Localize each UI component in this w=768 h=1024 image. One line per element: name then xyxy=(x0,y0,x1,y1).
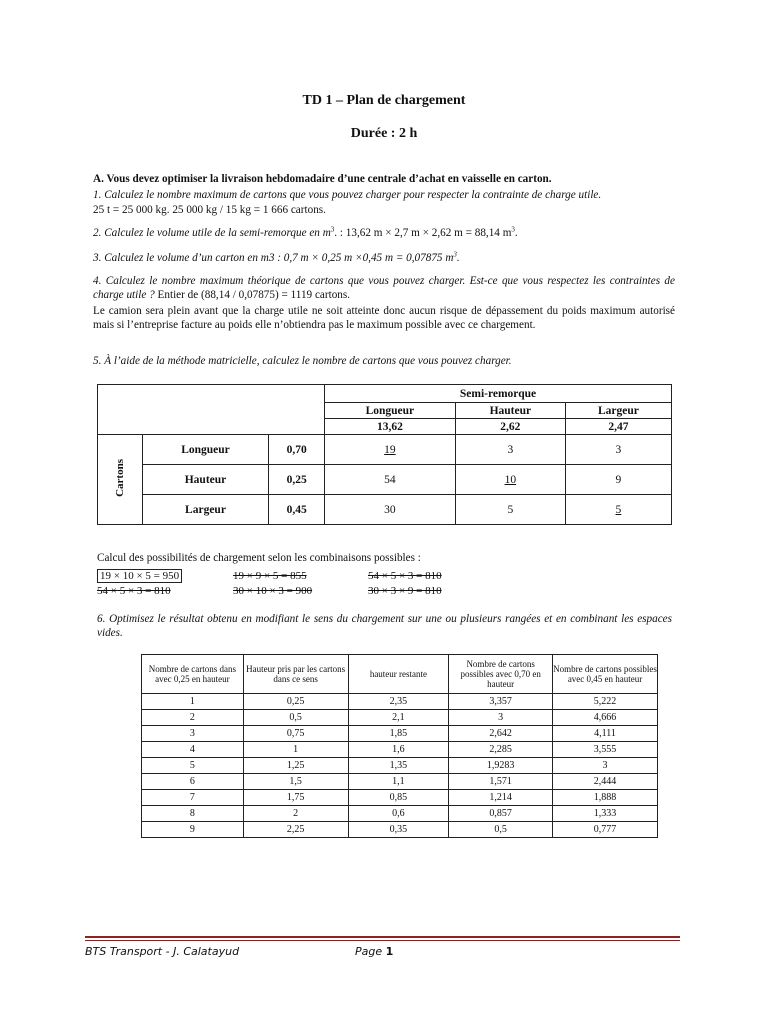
table-cell: 5 xyxy=(142,758,244,774)
trailer-dim-label: Longueur xyxy=(324,403,455,419)
answer-2: . : 13,62 m × 2,7 m × 2,62 m = 88,14 m xyxy=(334,227,512,239)
matrix-cell: 5 xyxy=(455,495,565,525)
carton-dim-label: Longueur xyxy=(142,435,269,465)
table-cell: 0,75 xyxy=(243,726,348,742)
table-row xyxy=(142,694,658,710)
table-cell: 0,85 xyxy=(348,790,449,806)
matrix-cell: 5 xyxy=(565,495,671,525)
combination-item: 19 × 9 × 5 = 855 xyxy=(233,570,307,582)
matrix-cell: 30 xyxy=(324,495,455,525)
optimisation-table-body xyxy=(142,694,658,838)
matrix-cell: 19 xyxy=(324,435,455,465)
table-cell: 1,1 xyxy=(348,774,449,790)
column-header: Nombre de cartons possibles avec 0,70 en hauteur xyxy=(449,655,553,694)
cartons-label: Cartons xyxy=(113,459,126,497)
matrix-cell: 54 xyxy=(324,465,455,495)
table-cell: 3 xyxy=(553,758,658,774)
table-cell: 0,5 xyxy=(243,710,348,726)
table-row xyxy=(142,774,658,790)
question-2 xyxy=(93,226,518,240)
column-header: hauteur restante xyxy=(348,655,449,694)
table-cell: 6 xyxy=(142,774,244,790)
table-cell: 4 xyxy=(142,742,244,758)
table-row xyxy=(142,710,658,726)
trailer-dim-value: 2,47 xyxy=(565,419,671,435)
question-1: 1. Calculez le nombre maximum de cartons que vous pouvez charger pour respecter la contrainte de charge utile. xyxy=(93,189,602,201)
table-cell: 9 xyxy=(142,822,244,838)
question-3-end: . xyxy=(456,252,460,264)
combination-best-value: 19 × 10 × 5 = 950 xyxy=(97,569,182,583)
matrix-cell: 10 xyxy=(455,465,565,495)
question-5: 5. À l’aide de la méthode matricielle, calculez le nombre de cartons que vous pouvez charger. xyxy=(93,355,512,367)
table-cell: 3 xyxy=(449,710,553,726)
table-cell: 2,25 xyxy=(243,822,348,838)
table-cell: 0,857 xyxy=(449,806,553,822)
table-cell: 1,5 xyxy=(243,774,348,790)
table-row xyxy=(142,742,658,758)
table-cell: 3 xyxy=(142,726,244,742)
table-cell: 0,5 xyxy=(449,822,553,838)
table-cell: 2,35 xyxy=(348,694,449,710)
answer-4: Entier de (88,14 / 0,07875) = 1119 cartons. xyxy=(157,289,351,301)
column-header: Nombre de cartons dans avec 0,25 en hauteur xyxy=(142,655,244,694)
matrix-empty-corner xyxy=(98,385,325,435)
table-cell: 2 xyxy=(142,710,244,726)
question-3-sup: 3 xyxy=(453,250,457,259)
question-3 xyxy=(93,251,460,265)
table-cell: 2,1 xyxy=(348,710,449,726)
table-row xyxy=(142,758,658,774)
cartons-side-cell xyxy=(98,435,143,525)
question-4-text: 4. Calculez le nombre maximum théorique de cartons que vous pouvez charger. Est-ce que vous respectez les contraintes de charge utile ? xyxy=(93,275,675,301)
combination-item: 30 × 3 × 9 = 810 xyxy=(368,585,442,597)
carton-dim-value: 0,45 xyxy=(269,495,325,525)
question-2-sup: 3 xyxy=(330,225,335,234)
table-cell: 3,357 xyxy=(449,694,553,710)
trailer-dim-label: Largeur xyxy=(565,403,671,419)
table-cell: 1,9283 xyxy=(449,758,553,774)
combination-item: 54 × 5 × 3 = 810 xyxy=(97,585,171,597)
matrix-cell: 3 xyxy=(565,435,671,465)
answer-2-sup: 3 xyxy=(511,225,515,234)
footer-page-number: 1 xyxy=(385,945,394,958)
column-header: Nombre de cartons possibles avec 0,45 en hauteur xyxy=(553,655,658,694)
table-row xyxy=(142,790,658,806)
table-row xyxy=(142,726,658,742)
table-row xyxy=(142,822,658,838)
trailer-dim-value: 2,62 xyxy=(455,419,565,435)
footer-page-label: Page xyxy=(355,945,386,958)
table-cell: 1,888 xyxy=(553,790,658,806)
table-cell: 1 xyxy=(243,742,348,758)
table-cell: 3,555 xyxy=(553,742,658,758)
trailer-dim-label: Hauteur xyxy=(455,403,565,419)
trailer-dim-value: 13,62 xyxy=(324,419,455,435)
conclusion: Le camion sera plein avant que la charge utile ne soit atteinte donc aucun risque de dépassement du poids maximum autorisé mais si l’entreprise facture au poids elle n’obtiendra pas le maximum possible avec ce chargement. xyxy=(93,305,675,331)
carton-dim-label: Hauteur xyxy=(142,465,269,495)
table-cell: 0,6 xyxy=(348,806,449,822)
question-4 xyxy=(93,274,675,302)
matrix-cell: 9 xyxy=(565,465,671,495)
table-cell: 0,35 xyxy=(348,822,449,838)
combination-item: 54 × 5 × 3 = 810 xyxy=(368,570,442,582)
table-cell: 1,6 xyxy=(348,742,449,758)
duration: Durée : 2 h xyxy=(350,126,418,141)
table-cell: 1,333 xyxy=(553,806,658,822)
table-cell: 1,214 xyxy=(449,790,553,806)
column-header: Hauteur pris par les cartons dans ce sens xyxy=(243,655,348,694)
table-cell: 8 xyxy=(142,806,244,822)
carton-dim-value: 0,25 xyxy=(269,465,325,495)
matrix-table xyxy=(97,384,672,525)
table-cell: 1,571 xyxy=(449,774,553,790)
combination-best xyxy=(97,569,182,583)
answer-2-end: . xyxy=(514,227,518,239)
table-cell: 1,25 xyxy=(243,758,348,774)
table-cell: 7 xyxy=(142,790,244,806)
carton-dim-label: Largeur xyxy=(142,495,269,525)
table-cell: 0,25 xyxy=(243,694,348,710)
question-2-text: 2. Calculez le volume utile de la semi-remorque en m xyxy=(93,227,331,239)
table-cell: 1,35 xyxy=(348,758,449,774)
table-cell: 5,222 xyxy=(553,694,658,710)
table-row xyxy=(142,806,658,822)
table-cell: 4,666 xyxy=(553,710,658,726)
table-cell: 4,111 xyxy=(553,726,658,742)
table-cell: 2,444 xyxy=(553,774,658,790)
table-cell: 2,285 xyxy=(449,742,553,758)
question-6: 6. Optimisez le résultat obtenu en modifiant le sens du chargement sur une ou plusieurs rangées et en combinant les espaces vides. xyxy=(97,613,672,639)
table-cell: 0,777 xyxy=(553,822,658,838)
matrix-cell: 3 xyxy=(455,435,565,465)
footer-page xyxy=(355,945,393,958)
combination-item: 30 × 10 × 3 = 900 xyxy=(233,585,313,597)
optimisation-table xyxy=(141,654,658,838)
trailer-label: Semi-remorque xyxy=(324,385,671,403)
table-cell: 1 xyxy=(142,694,244,710)
combinations-title: Calcul des possibilités de chargement selon les combinaisons possibles : xyxy=(97,552,421,564)
footer-author: BTS Transport - J. Calatayud xyxy=(85,945,240,958)
table-cell: 1,75 xyxy=(243,790,348,806)
footer-divider xyxy=(85,936,680,938)
footer-divider-thin xyxy=(85,940,680,941)
page-title: TD 1 – Plan de chargement xyxy=(302,93,466,108)
table-cell: 2 xyxy=(243,806,348,822)
section-a-heading: A. Vous devez optimiser la livraison hebdomadaire d’une centrale d’achat en vaisselle en carton. xyxy=(93,173,552,185)
question-3-text: 3. Calculez le volume d’un carton en m3 : 0,7 m × 0,25 m ×0,45 m = 0,07875 m xyxy=(93,252,454,264)
answer-1: 25 t = 25 000 kg. 25 000 kg / 15 kg = 1 666 cartons. xyxy=(93,204,326,216)
table-cell: 1,85 xyxy=(348,726,449,742)
table-cell: 2,642 xyxy=(449,726,553,742)
carton-dim-value: 0,70 xyxy=(269,435,325,465)
